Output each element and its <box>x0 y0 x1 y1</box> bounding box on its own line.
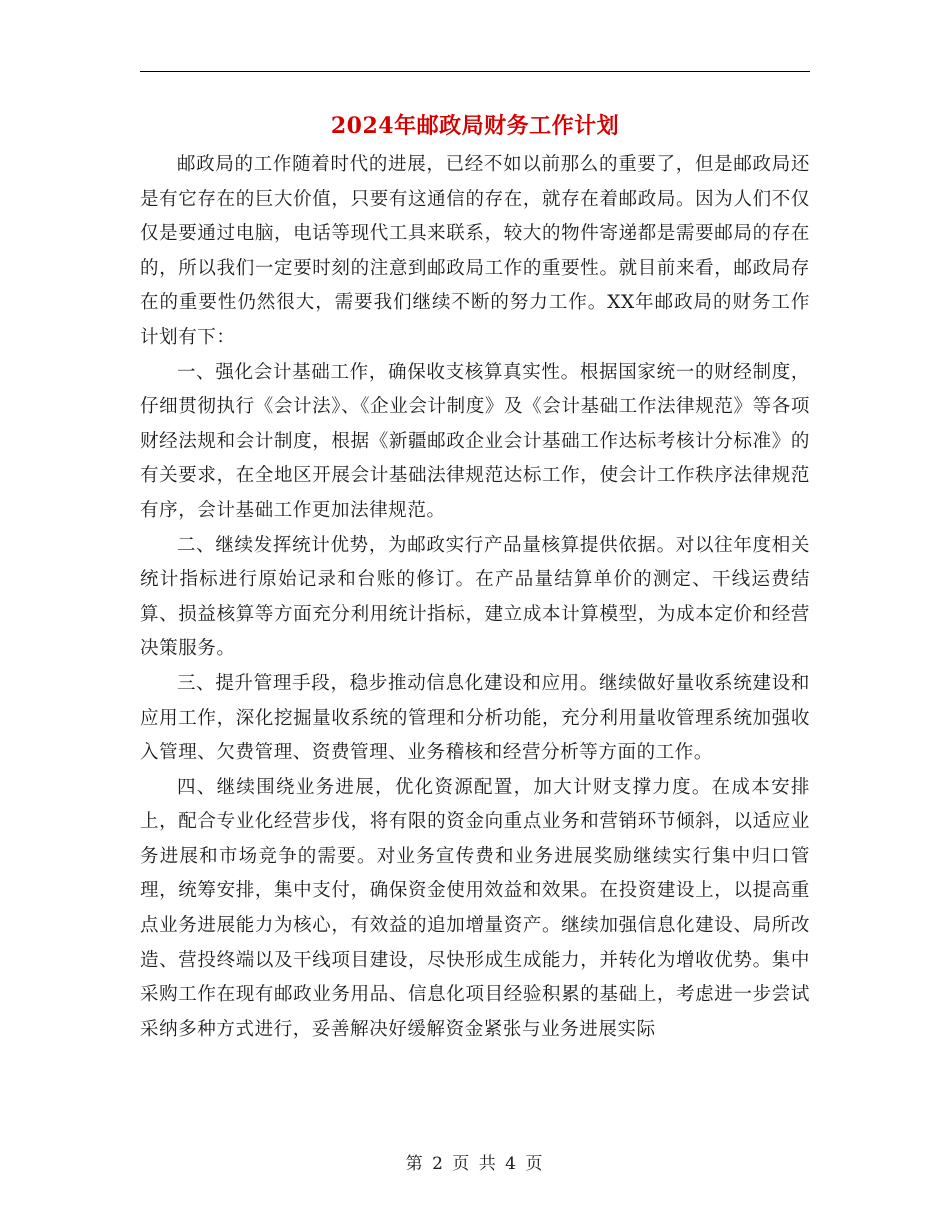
page-number-footer: 第 2 页 共 4 页 <box>405 1154 545 1174</box>
paragraph-section-4: 四、继续围绕业务进展，优化资源配置，加大计财支撑力度。在成本安排上，配合专业化经营步伐，将有限的资金向重点业务和营销环节倾斜，以适应业务进展和市场竞争的需要。对业务宣传费和业务进展奖励继续实行集中归口管理，统筹安排，集中支付，确保资金使用效益和效果。在投资建设上，以提高重点业务进展能力为核心，有效益的追加增量资产。继续加强信息化建设、局所改造、营投终端以及干线项目建设，尽快形成生成能力，并转化为增收优势。集中采购工作在现有邮政业务用品、信息化项目经验积累的基础上，考虑进一步尝试采纳多种方式进行，妥善解决好缓解资金紧张与业务进展实际 <box>140 776 810 1040</box>
header-rule <box>140 71 810 72</box>
document-title: 2024年邮政局财务工作计划 <box>330 113 620 139</box>
paragraph-section-3: 三、提升管理手段，稳步推动信息化建设和应用。继续做好量收系统建设和应用工作，深化挖掘量收系统的管理和分析功能，充分利用量收管理系统加强收入管理、欠费管理、资费管理、业务稽核和经营分析等方面的工作。 <box>140 672 810 764</box>
document-body <box>140 148 810 1047</box>
paragraph-section-1: 一、强化会计基础工作，确保收支核算真实性。根据国家统一的财经制度，仔细贯彻执行《会计法》、《企业会计制度》及《会计基础工作法律规范》等各项财经法规和会计制度，根据《新疆邮政企业会计基础工作达标考核计分标准》的有关要求，在全地区开展会计基础法律规范达标工作，使会计工作秩序法律规范有序，会计基础工作更加法律规范。 <box>140 361 810 521</box>
paragraph-section-2: 二、继续发挥统计优势，为邮政实行产品量核算提供依据。对以往年度相关统计指标进行原始记录和台账的修订。在产品量结算单价的测定、干线运费结算、损益核算等方面充分利用统计指标，建立成本计算模型，为成本定价和经营决策服务。 <box>140 534 810 660</box>
paragraph-intro: 邮政局的工作随着时代的进展，已经不如以前那么的重要了，但是邮政局还是有它存在的巨大价值，只要有这通信的存在，就存在着邮政局。因为人们不仅仅是要通过电脑，电话等现代工具来联系，较大的物件寄递都是需要邮局的存在的，所以我们一定要时刻的注意到邮政局工作的重要性。就目前来看，邮政局存在的重要性仍然很大，需要我们继续不断的努力工作。XX年邮政局的财务工作计划有下： <box>140 154 810 348</box>
